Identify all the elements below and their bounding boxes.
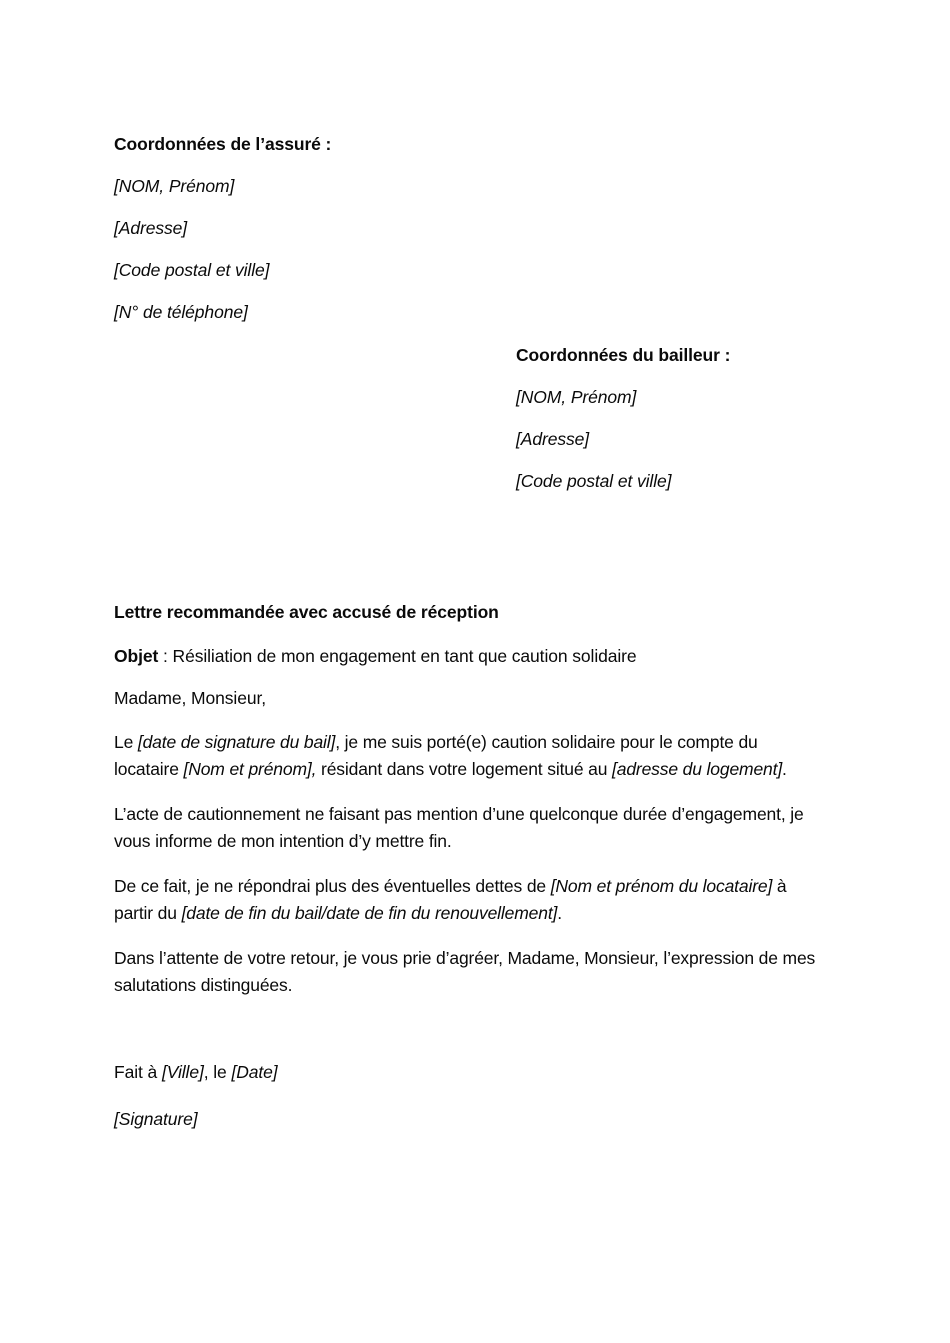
sender-address-line-street: [Adresse] [114, 218, 188, 238]
salutation: Madame, Monsieur, [114, 688, 266, 708]
sender-address-block [114, 134, 534, 323]
recipient-address-line-name: [NOM, Prénom] [516, 387, 637, 407]
paragraph1-part1: Le [114, 732, 138, 752]
recipient-address-title: Coordonnées du bailleur : [516, 345, 731, 365]
subject-text: Résiliation de mon engagement en tant que caution solidaire [172, 646, 637, 666]
closing-part2: , le [203, 1062, 232, 1082]
paragraph3-part1: De ce fait, je ne répondrai plus des éventuelles dettes de [114, 876, 551, 896]
recipient-address-line-street: [Adresse] [516, 429, 590, 449]
closing-part1: Fait à [114, 1062, 162, 1082]
placeholder-signature: [Signature] [114, 1109, 198, 1129]
placeholder-date-fin-bail: [date de fin du bail/date de fin du renouvellement] [181, 902, 558, 923]
letter-body [114, 600, 820, 1132]
paragraph-fin-responsabilite [114, 873, 820, 926]
subject-line [114, 644, 820, 668]
sender-address-line-name: [NOM, Prénom] [114, 176, 235, 196]
placeholder-nom-prenom-locataire: [Nom et prénom], [183, 758, 317, 779]
paragraph1-part4: . [782, 758, 787, 779]
subject-separator: : [158, 646, 173, 666]
sender-address-line-phone: [N° de téléphone] [114, 302, 248, 322]
sender-address-line-city: [Code postal et ville] [114, 260, 270, 280]
subject-label: Objet [114, 646, 159, 666]
paragraph-engagement [114, 729, 820, 782]
registered-mail-mention: Lettre recommandée avec accusé de réception [114, 602, 499, 622]
paragraph3-part2: à partir du [114, 876, 787, 923]
paragraph1-part3: résidant dans votre logement situé au [316, 758, 613, 779]
recipient-address-line-city: [Code postal et ville] [516, 471, 672, 491]
placeholder-ville: [Ville] [161, 1062, 204, 1082]
placeholder-adresse-logement: [adresse du logement] [612, 758, 783, 779]
closing-place-date [114, 1059, 820, 1085]
paragraph1-part2: , je me suis porté(e) caution solidaire pour le compte du locataire [114, 732, 758, 779]
paragraph3-part3: . [557, 902, 562, 923]
recipient-address-block [516, 345, 916, 492]
placeholder-nom-prenom-du-locataire: [Nom et prénom du locataire] [550, 876, 773, 896]
paragraph-formule-politesse: Dans l’attente de votre retour, je vous prie d’agréer, Madame, Monsieur, l’expression de mes salutations distinguées. [114, 948, 816, 995]
paragraph-duree-engagement: L’acte de cautionnement ne faisant pas mention d’une quelconque durée d’engagement, je vous informe de mon intention d’y mettre fin. [114, 804, 804, 851]
sender-address-title: Coordonnées de l’assuré : [114, 134, 332, 154]
placeholder-date-signature-bail: [date de signature du bail] [137, 732, 336, 752]
placeholder-date: [Date] [231, 1062, 278, 1082]
